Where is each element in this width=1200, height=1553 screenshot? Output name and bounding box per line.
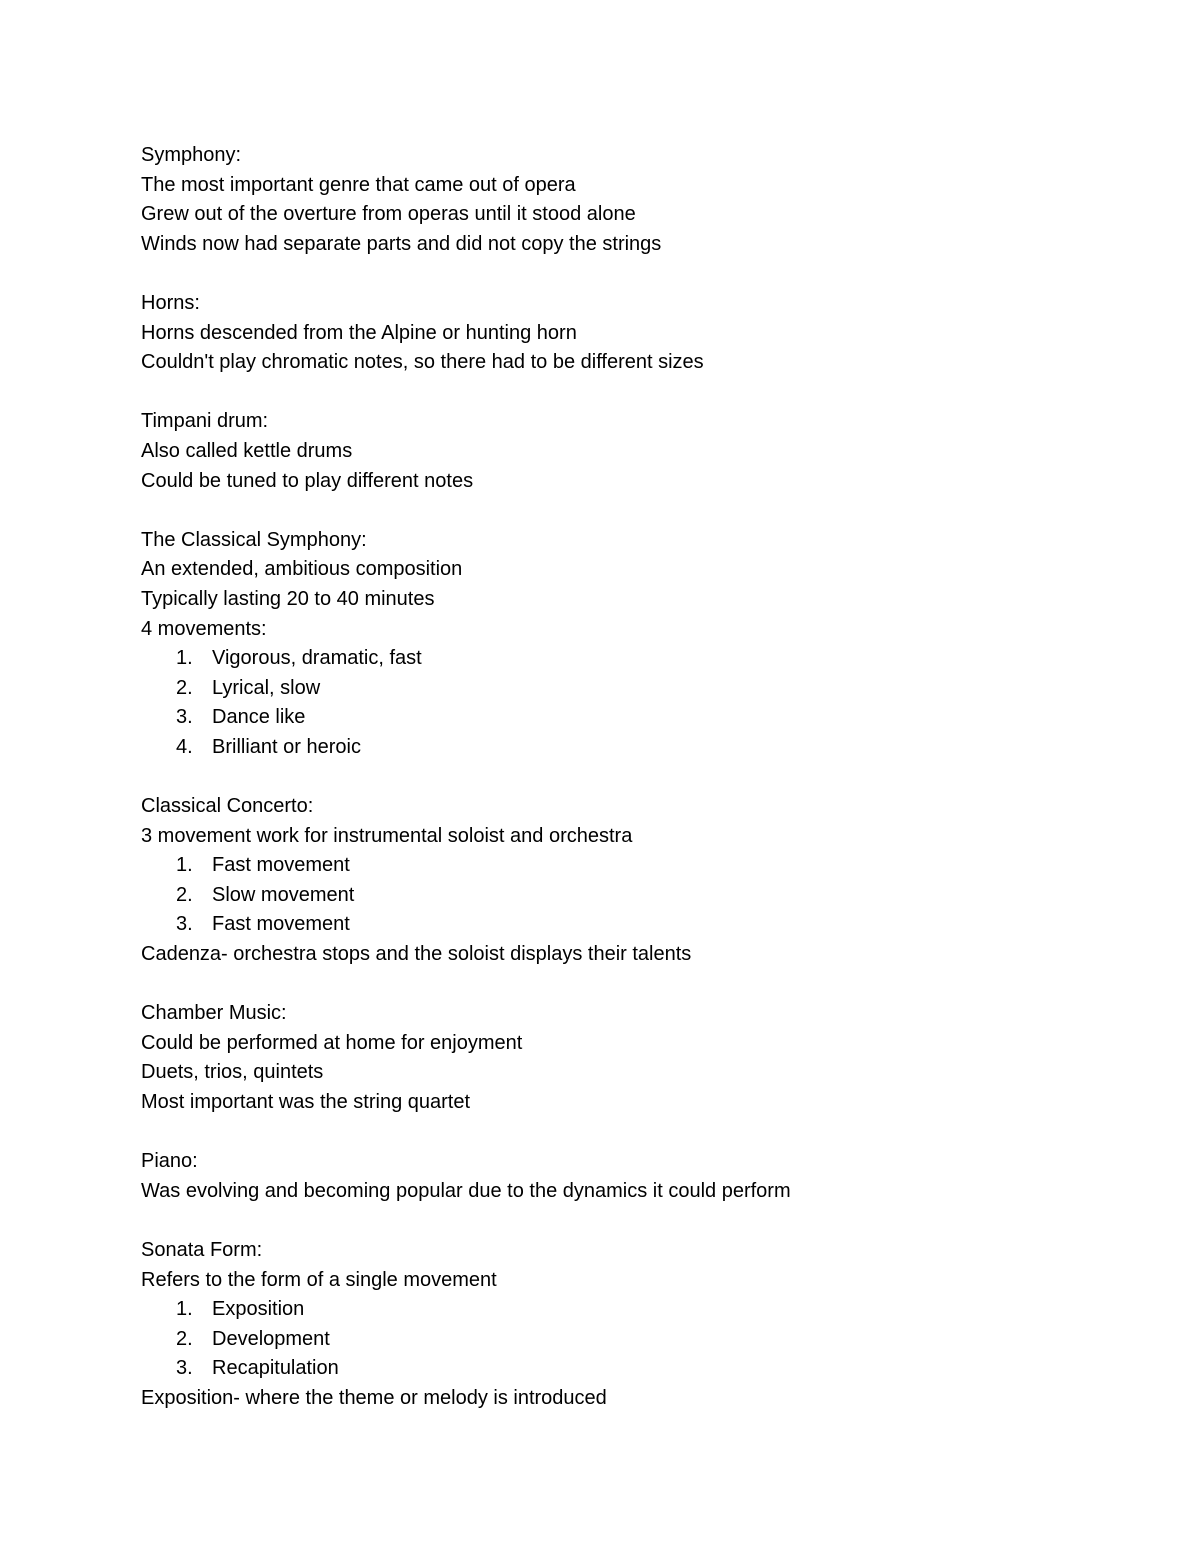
text-line: Also called kettle drums [141,439,353,462]
section-classical-concerto [141,792,1101,970]
section-symphony [141,141,1101,259]
list-item-number: 2. [176,883,193,906]
list-item-number: 3. [176,913,193,936]
section-heading: Timpani drum: [141,410,269,433]
list-item [141,703,1101,733]
list-item-text: Vigorous, dramatic, fast [212,647,422,670]
text-line: Refers to the form of a single movement [141,1268,497,1291]
text-line: 3 movement work for instrumental soloist and orchestra [141,824,633,847]
list-item [141,1325,1101,1355]
list-item-text: Fast movement [212,913,350,936]
list-item-number: 1. [176,854,193,877]
numbered-list [141,851,1101,940]
list-item [141,881,1101,911]
section-heading: Chamber Music: [141,1002,287,1025]
list-item-text: Development [212,1327,330,1350]
text-line: Duets, trios, quintets [141,1061,324,1084]
text-line: Could be performed at home for enjoyment [141,1031,523,1054]
text-line: 4 movements: [141,617,267,640]
list-item [141,674,1101,704]
document-page [141,141,1101,1414]
list-item [141,1354,1101,1384]
list-item [141,644,1101,674]
numbered-list [141,1295,1101,1384]
list-item-text: Brilliant or heroic [212,735,361,758]
list-item-number: 3. [176,706,193,729]
text-line: Was evolving and becoming popular due to the dynamics it could perform [141,1179,791,1202]
list-item-text: Dance like [212,706,306,729]
text-line: Most important was the string quartet [141,1091,471,1113]
section-classical-symphony [141,526,1101,763]
list-item [141,733,1101,763]
section-piano [141,1147,1101,1206]
text-line: Horns descended from the Alpine or hunting horn [141,321,577,344]
text-line: Could be tuned to play different notes [141,469,474,492]
list-item-number: 2. [176,1327,193,1350]
section-sonata-form [141,1236,1101,1414]
numbered-list [141,644,1101,762]
section-timpani-drum [141,407,1101,496]
list-item-number: 2. [176,676,193,699]
section-heading: Sonata Form: [141,1238,263,1261]
list-item-number: 4. [176,735,193,758]
list-item [141,1295,1101,1325]
text-line: Winds now had separate parts and did not copy the strings [141,232,662,255]
list-item-text: Recapitulation [212,1357,339,1380]
list-item-number: 1. [176,1298,193,1321]
section-horns [141,289,1101,378]
section-heading: Symphony: [141,144,242,166]
list-item-text: Fast movement [212,854,350,877]
text-line: The most important genre that came out of opera [141,173,576,196]
text-line: An extended, ambitious composition [141,558,463,581]
text-line: Exposition- where the theme or melody is introduced [141,1386,607,1409]
list-item-text: Slow movement [212,883,355,906]
list-item-text: Exposition [212,1298,305,1321]
list-item [141,851,1101,881]
text-line: Typically lasting 20 to 40 minutes [141,587,435,610]
list-item-number: 1. [176,647,193,670]
list-item [141,910,1101,940]
section-heading: Piano: [141,1150,198,1173]
list-item-number: 3. [176,1357,193,1380]
section-heading: Classical Concerto: [141,795,314,818]
text-line: Cadenza- orchestra stops and the soloist displays their talents [141,943,692,966]
list-item-text: Lyrical, slow [212,676,321,699]
text-line: Grew out of the overture from operas until it stood alone [141,203,636,226]
section-heading: Horns: [141,291,200,314]
text-line: Couldn't play chromatic notes, so there had to be different sizes [141,351,704,374]
section-chamber-music [141,999,1101,1117]
section-heading: The Classical Symphony: [141,528,367,551]
